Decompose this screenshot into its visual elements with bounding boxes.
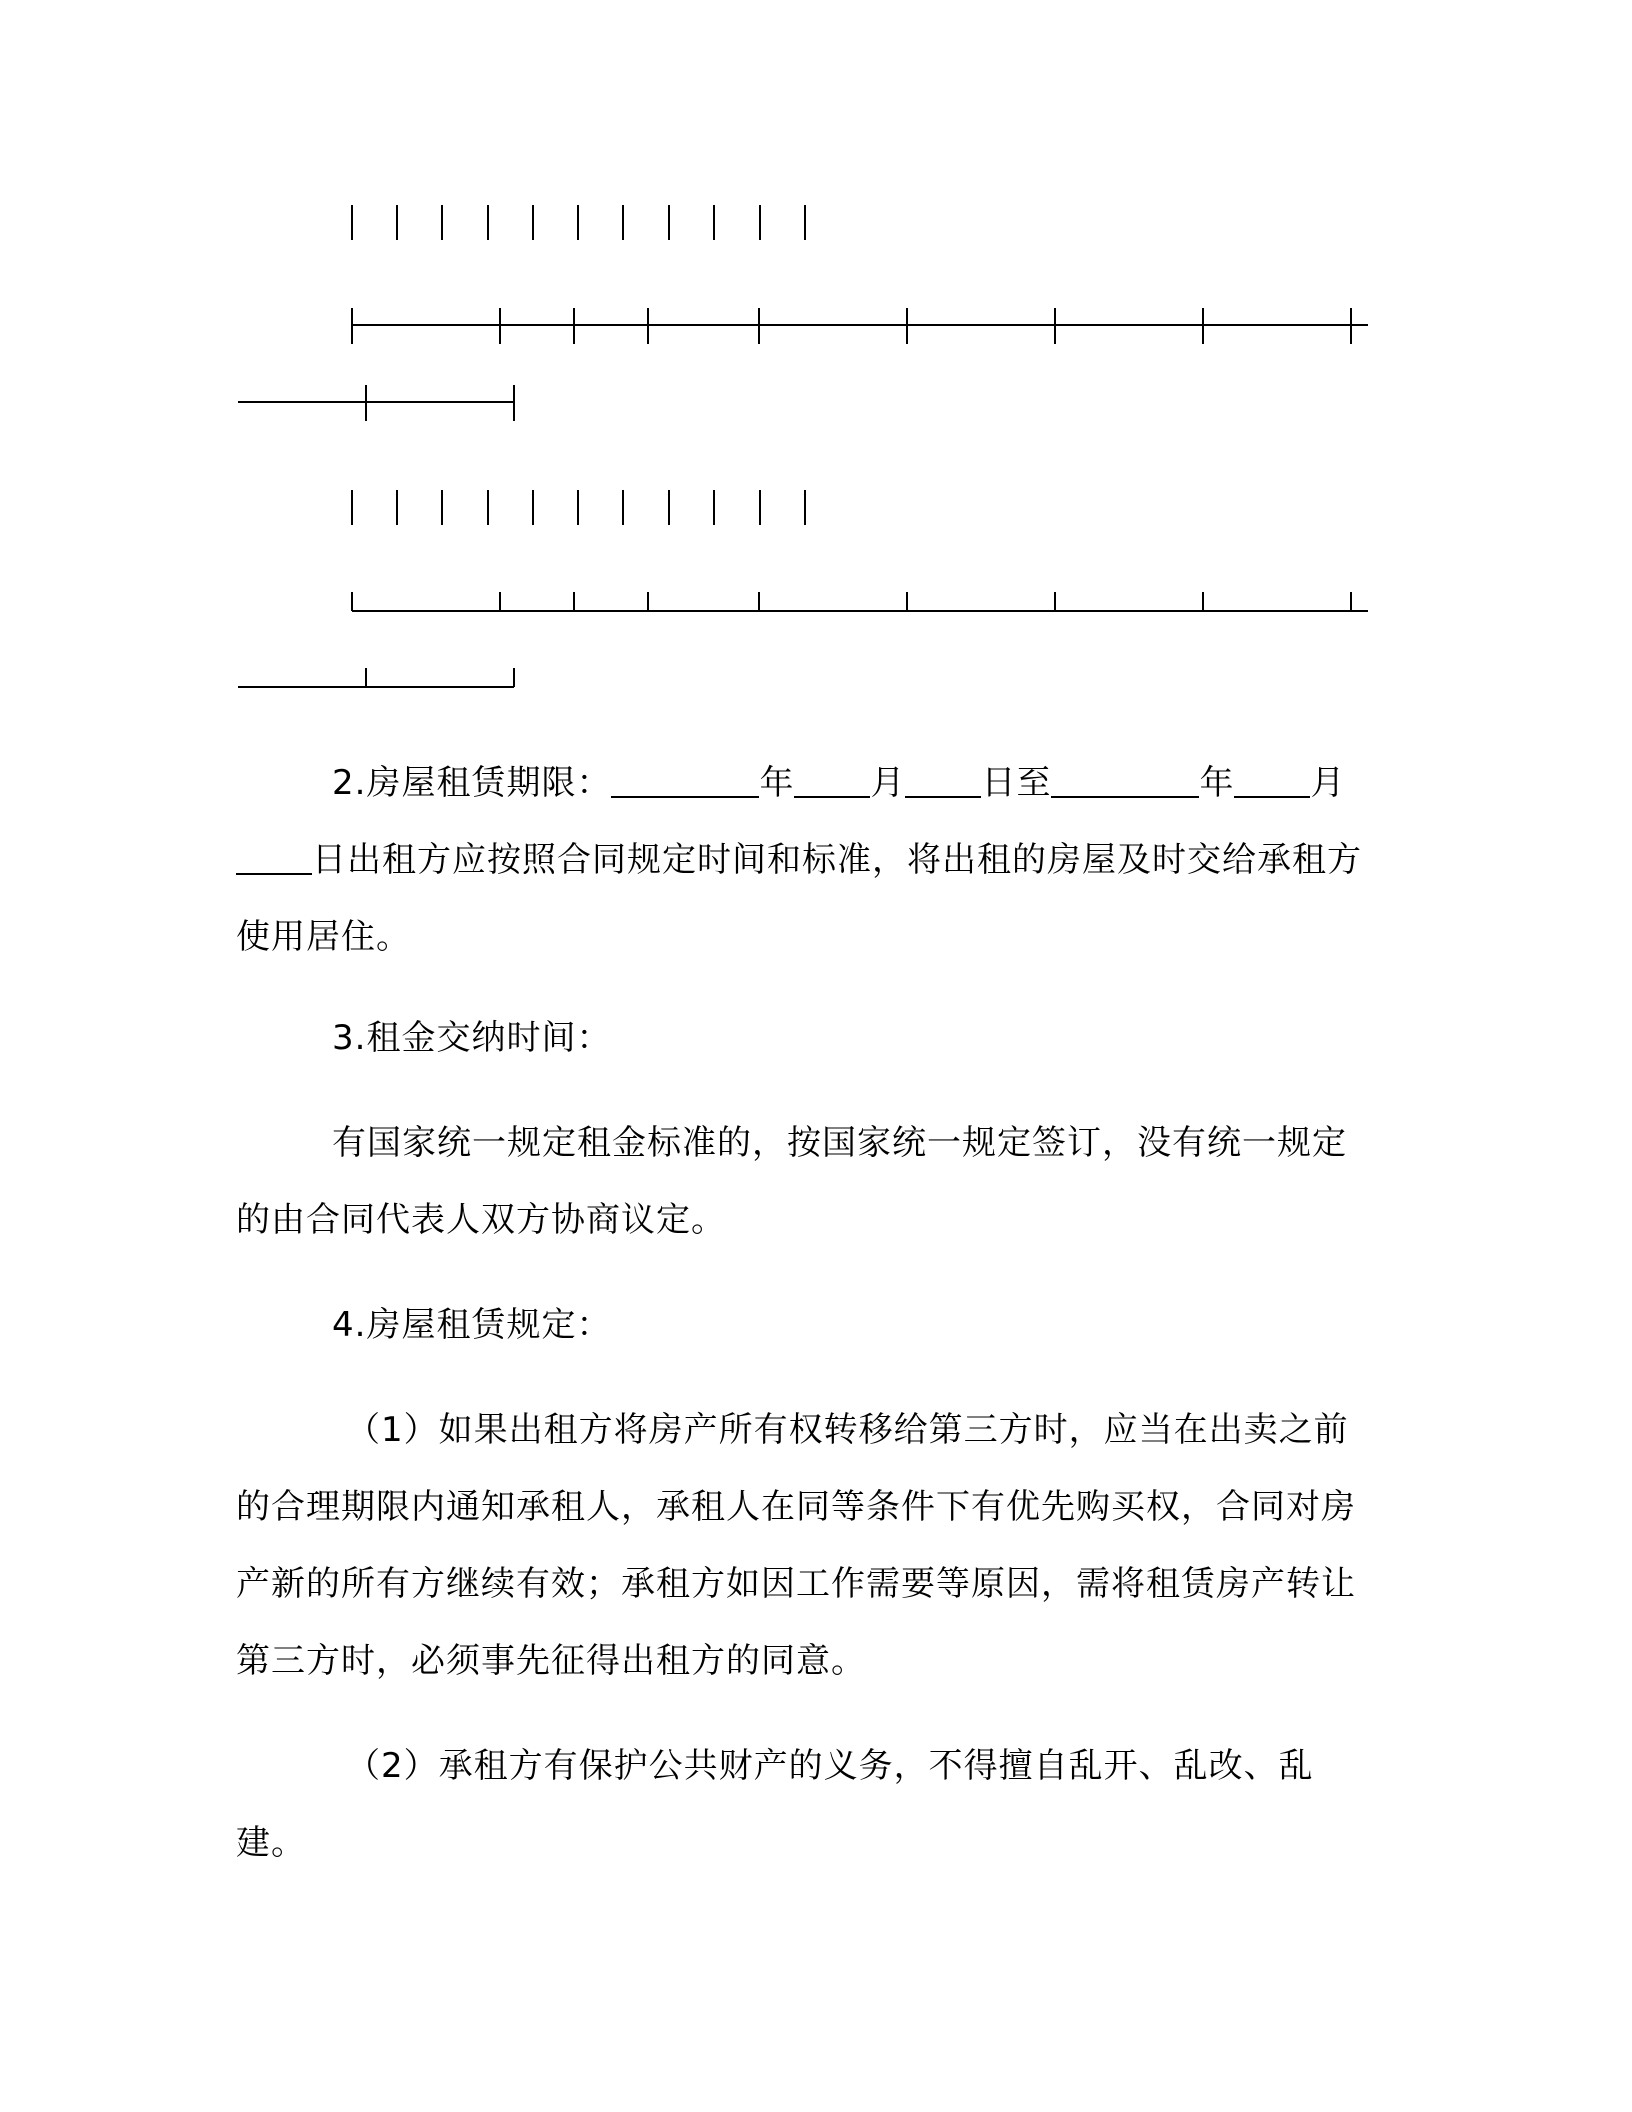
start-day-blank xyxy=(905,762,981,798)
end-year-blank xyxy=(1051,762,1199,798)
empty-table-lines xyxy=(0,0,1632,720)
clause-2-label: 2.房屋租赁期限： xyxy=(332,763,612,803)
table-rule-row-1 xyxy=(352,308,1368,344)
table-rule-row-1-continued xyxy=(238,385,514,421)
end-month-blank xyxy=(1234,762,1310,798)
clause-4-item-1: （1）如果出租方将房产所有权转移给第三方时，应当在出卖之前的合理期限内通知承租人，承租人在同等条件下有优先购买权，合同对房产新的所有方继续有效；承租方如因工作需要等原因，需将租赁房产转让第三方时，必须事先征得出租方的同意。 xyxy=(236,1410,1356,1681)
end-month-label: 月 xyxy=(1310,763,1346,803)
start-year-label: 年 xyxy=(759,763,795,803)
clause-3-body: 有国家统一规定租金标准的，按国家统一规定签订，没有统一规定的由合同代表人双方协商议定。 xyxy=(236,1123,1347,1240)
start-day-to-label: 日至 xyxy=(981,763,1052,803)
table-rule-row-2 xyxy=(352,592,1368,611)
table-rule-row-2-continued xyxy=(238,668,514,687)
end-day-blank xyxy=(236,839,312,875)
table-ticks-row-1 xyxy=(352,205,805,240)
clause-2-rest: 日出租方应按照合同规定时间和标准，将出租的房屋及时交给承租方使用居住。 xyxy=(236,840,1362,957)
clause-4-item-2: （2）承租方有保护公共财产的义务，不得擅自乱开、乱改、乱建。 xyxy=(236,1746,1314,1863)
start-month-label: 月 xyxy=(870,763,906,803)
clause-3-heading: 3.租金交纳时间： xyxy=(332,1018,612,1058)
table-ticks-row-2 xyxy=(352,490,805,525)
end-year-label: 年 xyxy=(1199,763,1235,803)
start-year-blank xyxy=(611,762,759,798)
clause-2-lease-term xyxy=(236,745,1376,976)
start-month-blank xyxy=(794,762,870,798)
clause-4-heading: 4.房屋租赁规定： xyxy=(332,1305,612,1345)
